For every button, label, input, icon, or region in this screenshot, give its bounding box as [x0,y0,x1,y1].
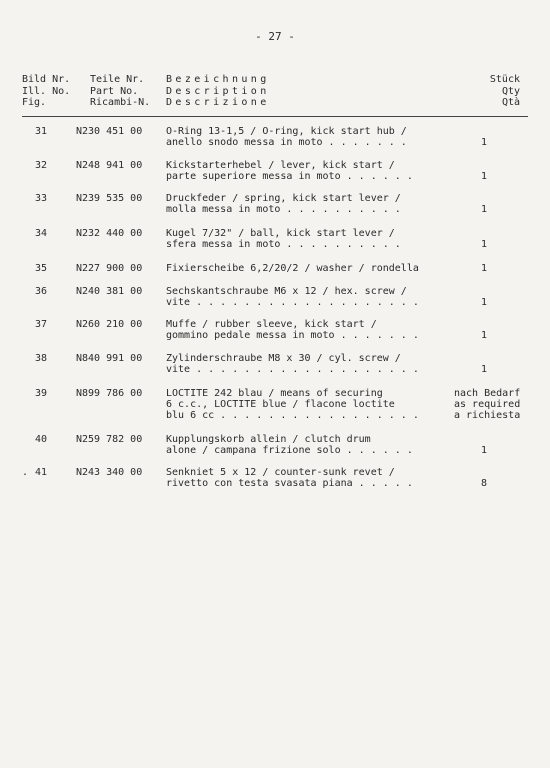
header-bild-column [22,74,70,109]
header-bild-en: Ill. No. [22,85,71,97]
part-number: N230 451 00 [76,126,143,137]
header-qty-column [490,74,520,109]
part-quantity: 1 [480,330,488,341]
header-teile-column [90,74,150,109]
part-quantity [454,388,534,421]
page-number: - 27 - [255,30,295,43]
part-number: N248 941 00 [76,160,143,171]
figure-number: 39 [34,388,48,399]
part-description: Muffe / rubber sleeve, kick start / gommino pedale messa in moto . . . . . . . [166,319,419,341]
part-description: LOCTITE 242 blau / means of securing 6 c.c., LOCTITE blue / flacone loctite blu 6 cc . . . . . . . . . . . . . . . . . [166,388,419,421]
figure-number: 36 [34,286,48,297]
part-number: N840 991 00 [76,353,143,364]
header-teile-en: Part No. [90,85,139,97]
header-description-it: Descrizione [166,97,270,108]
part-quantity: 8 [480,478,488,489]
header-qty-en: Qty [501,85,520,97]
part-description: Kupplungskorb allein / clutch drum alone / campana frizione solo . . . . . . [166,434,413,456]
header-bild-it: Fig. [22,97,47,108]
quantity-line: as required [454,399,521,410]
quantity-line: nach Bedarf [454,388,521,399]
part-number: N240 381 00 [76,286,143,297]
part-number: N899 786 00 [76,388,143,399]
header-divider [22,116,528,117]
figure-number: 32 [34,160,48,171]
figure-number: 35 [34,263,48,274]
header-qty-de: Stück [489,74,520,85]
header-bild-de: Bild Nr. [22,74,71,85]
part-quantity: 1 [480,204,488,215]
part-number: N227 900 00 [76,263,143,274]
part-quantity: 1 [480,171,488,182]
figure-number: 33 [34,193,48,204]
part-quantity: 1 [480,445,488,456]
header-teile-it: Ricambi-N. [90,97,151,108]
figure-number: 37 [34,319,48,330]
part-description: O-Ring 13-1,5 / O-ring, kick start hub / anello snodo messa in moto . . . . . . . [166,126,407,148]
header-qty-it: Qtà [501,97,520,108]
header-teile-de: Teile Nr. [90,74,145,85]
part-description: Zylinderschraube M8 x 30 / cyl. screw / vite . . . . . . . . . . . . . . . . . . . [166,353,419,375]
part-number: N260 210 00 [76,319,143,330]
figure-number: 34 [34,228,48,239]
part-description: Kickstarterhebel / lever, kick start / parte superiore messa in moto . . . . . . [166,160,413,182]
part-quantity: 1 [480,239,488,250]
part-description: Kugel 7/32" / ball, kick start lever / sfera messa in moto . . . . . . . . . . [166,228,401,250]
part-number: N239 535 00 [76,193,143,204]
figure-number: 41 [34,467,48,478]
figure-number: 38 [34,353,48,364]
part-quantity: 1 [480,263,488,274]
row-mark: . [22,467,29,478]
quantity-line: a richiesta [454,410,521,421]
part-description: Sechskantschraube M6 x 12 / hex. screw / vite . . . . . . . . . . . . . . . . . . . [166,286,419,308]
part-quantity: 1 [480,364,488,375]
part-number: N243 340 00 [76,467,143,478]
part-description: Senkniet 5 x 12 / counter-sunk revet / rivetto con testa svasata piana . . . . . [166,467,413,489]
figure-number: 31 [34,126,48,137]
part-quantity: 1 [480,297,488,308]
part-description: Druckfeder / spring, kick start lever / molla messa in moto . . . . . . . . . . [166,193,401,215]
header-description-de: Bezeichnung [166,74,270,85]
part-number: N259 782 00 [76,434,143,445]
part-quantity: 1 [480,137,488,148]
figure-number: 40 [34,434,48,445]
part-number: N232 440 00 [76,228,143,239]
header-description-column [166,74,270,109]
header-description-en: Description [166,85,270,97]
part-description: Fixierscheibe 6,2/20/2 / washer / rondella [166,263,419,274]
